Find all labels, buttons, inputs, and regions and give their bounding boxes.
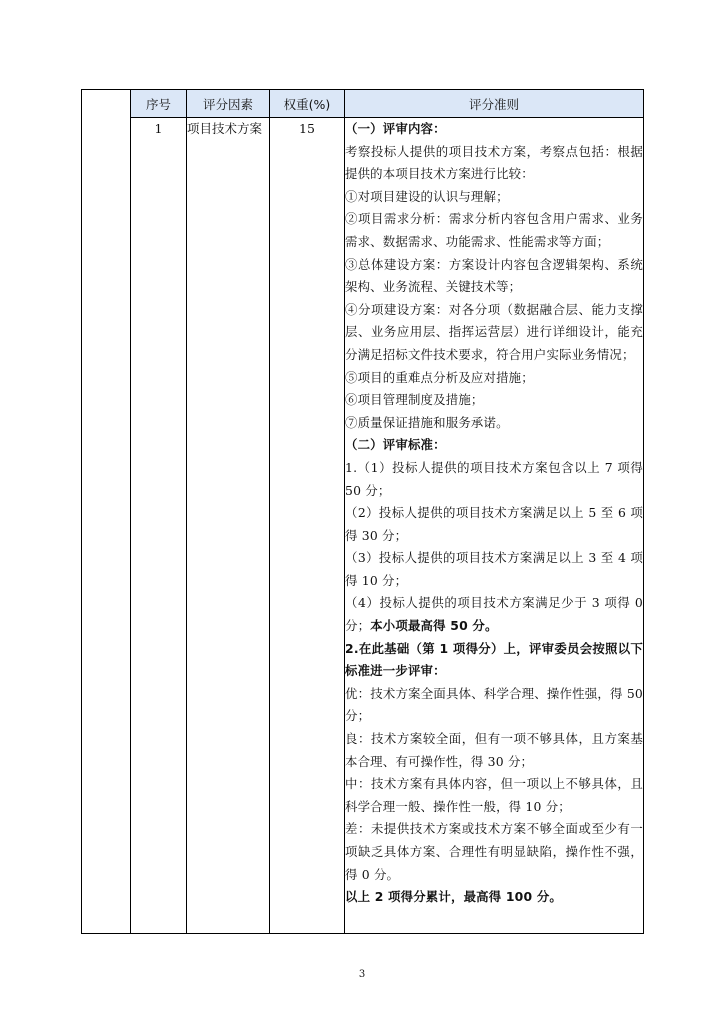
criteria-line <box>345 683 643 728</box>
criteria-line-text: （3）投标人提供的项目技术方案满足以上 3 至 4 项得 10 分； <box>345 550 643 588</box>
criteria-line <box>345 818 643 886</box>
criteria-line <box>345 728 643 773</box>
criteria-line <box>345 592 643 637</box>
row-factor: 项目技术方案 <box>187 118 270 934</box>
row-criteria <box>345 118 644 934</box>
criteria-line-text: 良：技术方案较全面，但有一项不够具体，且方案基本合理、有可操作性，得 30 分； <box>345 731 643 769</box>
header-num: 序号 <box>131 90 187 118</box>
criteria-line <box>345 254 643 299</box>
table-row <box>82 118 644 934</box>
criteria-line-text: ④分项建设方案：对各分项（数据融合层、能力支撑层、业务应用层、指挥运营层）进行详细设计，能充分满足招标文件技术要求，符合用户实际业务情况； <box>345 301 643 362</box>
criteria-line <box>345 141 643 186</box>
criteria-line <box>345 638 643 683</box>
criteria-line-text: 以上 2 项得分累计，最高得 100 分。 <box>345 889 563 905</box>
criteria-line-text: ⑥项目管理制度及措施； <box>345 392 484 408</box>
criteria-line-text: ①对项目建设的认识与理解； <box>345 188 509 204</box>
criteria-line <box>345 502 643 547</box>
criteria-line-text: （一）评审内容： <box>345 121 446 136</box>
criteria-line <box>345 186 643 209</box>
criteria-line-text: （二）评审标准： <box>345 437 446 453</box>
criteria-line <box>345 299 643 367</box>
row-num: 1 <box>131 118 187 934</box>
criteria-line-text: ②项目需求分析：需求分析内容包含用户需求、业务需求、数据需求、功能需求、性能需求等方面； <box>345 211 643 249</box>
criteria-line-text: 差：未提供技术方案或技术方案不够全面或至少有一项缺乏具体方案、合理性有明显缺陷，操作性不强，得 0 分。 <box>345 821 643 882</box>
criteria-line <box>345 773 643 818</box>
criteria-line-text: 2.在此基础（第 1 项得分）上，评审委员会按照以下标准进一步评审： <box>345 640 643 679</box>
criteria-line-text: ③总体建设方案：方案设计内容包含逻辑架构、系统架构、业务流程、关键技术等； <box>345 256 643 295</box>
criteria-line-text: 中：技术方案有具体内容，但一项以上不够具体，且科学合理一般、操作性一般，得 10 分； <box>345 776 643 814</box>
criteria-line-text: 优：技术方案全面具体、科学合理、操作性强，得 50 分； <box>345 685 643 724</box>
criteria-line <box>345 434 643 457</box>
criteria-line-text: 考察投标人提供的项目技术方案，考察点包括：根据提供的本项目技术方案进行比较： <box>345 143 643 182</box>
criteria-line-suffix: 本小项最高得 50 分。 <box>370 618 498 634</box>
criteria-line-text: ⑤项目的重难点分析及应对措施； <box>345 369 534 385</box>
header-factor: 评分因素 <box>187 90 270 118</box>
criteria-line <box>345 886 643 909</box>
header-criteria: 评分准则 <box>345 90 644 118</box>
criteria-line-text: （4）投标人提供的项目技术方案满足少于 3 项得 0 分； <box>345 595 643 634</box>
criteria-line-text: （2）投标人提供的项目技术方案满足以上 5 至 6 项得 30 分； <box>345 505 643 543</box>
blank-left-column <box>82 90 131 934</box>
header-weight: 权重(%) <box>270 90 345 118</box>
criteria-line <box>345 412 643 435</box>
row-weight: 15 <box>270 118 345 934</box>
criteria-line <box>345 367 643 390</box>
criteria-text-block <box>345 118 643 909</box>
scoring-table <box>81 89 644 934</box>
criteria-line <box>345 457 643 502</box>
criteria-line <box>345 118 643 141</box>
criteria-line <box>345 547 643 592</box>
criteria-line <box>345 389 643 412</box>
criteria-line-text: ⑦质量保证措施和服务承诺。 <box>345 414 509 430</box>
criteria-line <box>345 208 643 253</box>
page-number: 3 <box>358 969 366 980</box>
table-header-row <box>82 90 644 118</box>
criteria-line-text: 1.（1）投标人提供的项目技术方案包含以上 7 项得 50 分； <box>345 459 643 498</box>
